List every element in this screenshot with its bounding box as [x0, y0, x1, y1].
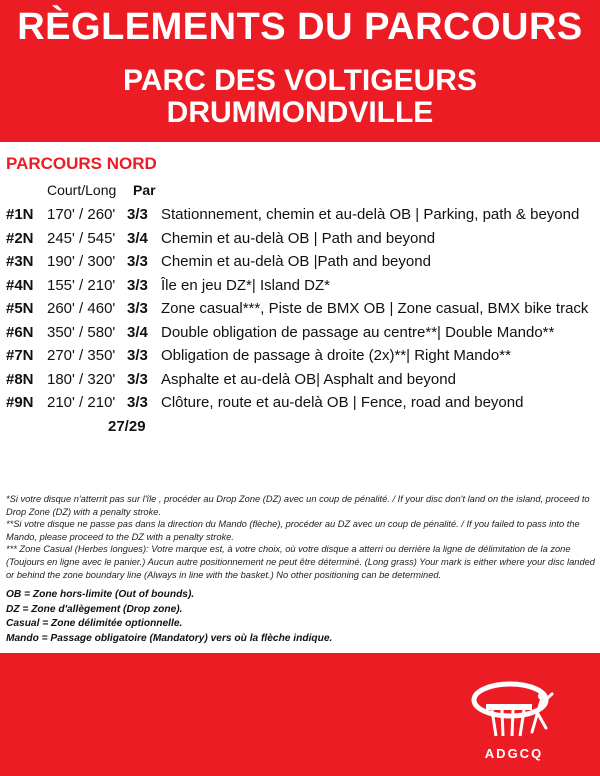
hole-rules: Chemin et au-delà OB | Path and beyond [161, 229, 436, 247]
definition-ob: OB = Zone hors-limite (Out of bounds). [6, 589, 195, 600]
hole-row [0, 371, 600, 393]
hole-number: #7N [6, 347, 34, 364]
hole-par: 3/4 [127, 229, 148, 247]
hole-rules: Chemin et au-delà OB |Path and beyond [161, 253, 431, 270]
hole-distance: 270' / 350' [47, 347, 116, 364]
hole-row [0, 300, 600, 322]
hole-par: 3/3 [127, 300, 148, 317]
header-banner [0, 0, 600, 142]
hole-row [0, 394, 600, 416]
adgcq-logo [470, 674, 556, 746]
hole-row [0, 230, 600, 252]
footnotes [6, 493, 596, 581]
hole-number: #5N [6, 300, 34, 317]
footnote-dz: *Si votre disque n'atterrit pas sur l'île , procéder au Drop Zone (DZ) avec un coup de pénalité. / If your disc don't land on the island, proceed to Drop Zone (DZ) with a penalty stroke. [6, 494, 590, 517]
hole-number: #4N [6, 276, 34, 294]
city-name: DRUMMONDVILLE [166, 96, 434, 129]
definition-dz: DZ = Zone d'allègement (Drop zone). [6, 603, 183, 615]
hole-par: 3/3 [127, 206, 148, 223]
hole-par: 3/3 [127, 347, 148, 364]
hole-distance: 350' / 580' [47, 323, 116, 341]
hole-number: #1N [6, 206, 34, 223]
hole-rules: Stationnement, chemin et au-delà OB | Parking, path & beyond [161, 206, 580, 223]
course-name: PARCOURS NORD [6, 154, 157, 173]
hole-par: 3/3 [127, 370, 148, 388]
hole-row [0, 253, 600, 275]
hole-distance: 190' / 300' [47, 253, 116, 270]
hole-distance: 155' / 210' [47, 276, 116, 294]
column-header-par: Par [133, 182, 156, 198]
hole-rules: Obligation de passage à droite (2x)**| Right Mando** [161, 347, 511, 364]
hole-row [0, 324, 600, 346]
hole-distance: 180' / 320' [47, 370, 116, 388]
footnote-mando: **Si votre disque ne passe pas dans la direction du Mando (flèche), procéder au DZ avec un coup de pénalité. / If you failed to pass into the Mando, please proceed to the DZ with a penalty stroke. [6, 519, 580, 542]
hole-number: #2N [6, 229, 34, 247]
column-header-distance: Court/Long [47, 182, 117, 198]
definition-casual: Casual = Zone délimitée optionnelle. [6, 618, 183, 629]
definitions [6, 588, 596, 646]
hole-rules: Clôture, route et au-delà OB | Fence, road and beyond [161, 394, 524, 411]
footnote-casual: *** Zone Casual (Herbes longues): Votre marque est, à votre choix, où votre disque a atterri ou derrière la ligne de délimitation de la zone (Toujours en ligne avec le panier.) Aucun autre positionnement ne peut être déterminé. (Long grass) Your mark is either where your disc landed or behind the zone boundary line (Always in line with the basket.) No other positioning can be determined. [6, 544, 595, 580]
park-name: PARC DES VOLTIGEURS [123, 64, 477, 97]
hole-row [0, 277, 600, 299]
hole-row [0, 206, 600, 228]
hole-number: #6N [6, 323, 34, 341]
hole-number: #9N [6, 394, 34, 411]
hole-par: 3/4 [127, 323, 148, 341]
hole-distance: 260' / 460' [47, 300, 116, 317]
hole-par: 3/3 [127, 394, 148, 411]
hole-rules: Double obligation de passage au centre**| Double Mando** [161, 323, 555, 341]
hole-par: 3/3 [127, 276, 148, 294]
hole-rules: Asphalte et au-delà OB| Asphalt and beyond [161, 370, 456, 388]
hole-distance: 210' / 210' [47, 394, 116, 411]
hole-distance: 170' / 260' [47, 206, 116, 223]
page-title: RÈGLEMENTS DU PARCOURS [17, 6, 583, 48]
hole-rules: Île en jeu DZ*| Island DZ* [161, 276, 330, 294]
hole-row [0, 347, 600, 369]
definition-mando: Mando = Passage obligatoire (Mandatory) vers où la flèche indique. [6, 632, 333, 644]
total-par: 27/29 [108, 418, 146, 435]
logo-text: ADGCQ [484, 746, 544, 761]
hole-number: #8N [6, 370, 34, 388]
hole-par: 3/3 [127, 253, 148, 270]
hole-rules: Zone casual***, Piste de BMX OB | Zone casual, BMX bike track [161, 300, 589, 317]
hole-distance: 245' / 545' [47, 229, 116, 247]
hole-number: #3N [6, 253, 34, 270]
